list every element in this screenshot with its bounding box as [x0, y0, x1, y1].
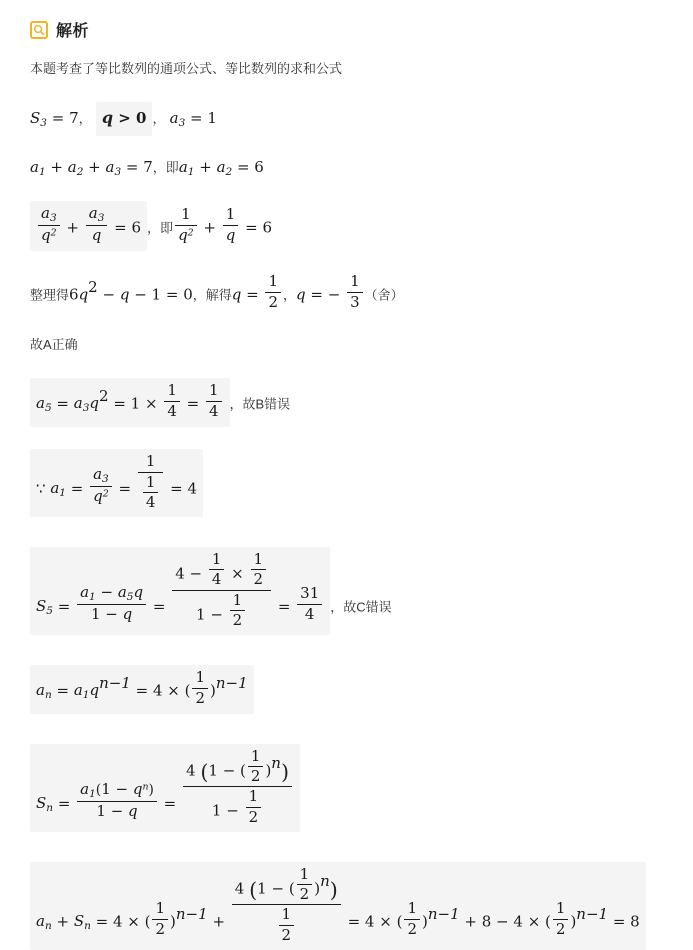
a5-expr: $a_5 = a_3q^2 = 1$ × $\frac{1}{4}$ = $\frac{1}{4}$ — [30, 378, 230, 427]
ratio-substitute-expr: $\frac{a_3}{q^2}$ + $\frac{a_3}{q}$ = 6 — [30, 201, 147, 251]
page-title: 解析 — [56, 23, 90, 40]
s5-expr: $S_5$ = $\frac{a_1 - a_5q}{1 - q}$ = 4 − $\frac{1}{4}$ × $\frac{1}{2}$ 1 − $\frac{1}{2}$ = $\frac{31}{4}$ — [30, 547, 330, 635]
given-q-positive: q > 0 — [96, 102, 153, 137]
step-a1 — [30, 449, 665, 517]
section-header — [30, 18, 665, 41]
step-conclusion-a: 故A正确 — [30, 336, 78, 352]
step-a5: $a_5 = a_3q^2 = 1$ × $\frac{1}{4}$ = $\frac{1}{4}$ ，故B错误 — [30, 378, 665, 427]
step-solve-q: 整理得$6q^2 - q - 1 = 0$，解得q = $\frac{1}{2}$ ，q = − $\frac{1}{3}$ （舍） — [30, 271, 404, 311]
an-expr: $a_n = a_1q^{n-1} = 4$ × ( $\frac{1}{2}$ )$^{n-1}$ — [30, 665, 254, 714]
analysis-magnifier-icon — [30, 21, 48, 39]
step-s5: $S_5$ = $\frac{a_1 - a_5q}{1 - q}$ = 4 − $\frac{1}{4}$ × $\frac{1}{2}$ 1 − $\frac{1}{2}$ = $\frac{31}{4}$ ，故C错误 — [30, 547, 665, 635]
sn-expr: $S_n$ = $\frac{a_1(1 - q^n)}{1 - q}$ = 4 (1 − ( $\frac{1}{2}$ )$^n$) 1 − $\frac{1}{2}$ — [30, 744, 300, 832]
step-given: $S_3 = 7$， q > 0 ， $a_3 = 1$ — [30, 102, 665, 137]
step-ratio-substitute: $\frac{a_3}{q^2}$ + $\frac{a_3}{q}$ = 6 ，即 $\frac{1}{q^2}$ + $\frac{1}{q}$ = 6 — [30, 201, 665, 251]
step-sum-expand: $a_1 + a_2 + a_3 = 7$，即$a_1 + a_2 = 6$ — [30, 158, 264, 179]
an-plus-sn-expr: $a_n + S_n = 4$ × ( $\frac{1}{2}$ )$^{n-1}$ + 4 (1 − ( $\frac{1}{2}$ )$^n$) $\frac{1}{2}$ = 4 × ( $\frac{1}{2}$ )$^{n-1}$ + 8 − 4 × ( $\frac{1}{2}$ )$^{n-1}$ = 8 — [30, 862, 646, 950]
intro-text: 本题考查了等比数列的通项公式、等比数列的求和公式 — [30, 61, 343, 76]
step-sn — [30, 744, 665, 832]
step-an-plus-sn — [30, 862, 665, 950]
step-an — [30, 665, 665, 714]
a1-expr: ∵ $a_1$ = $\frac{a_3}{q^2}$ = $\frac{1}{\frac{1}{4}}$ = 4 — [30, 449, 203, 517]
